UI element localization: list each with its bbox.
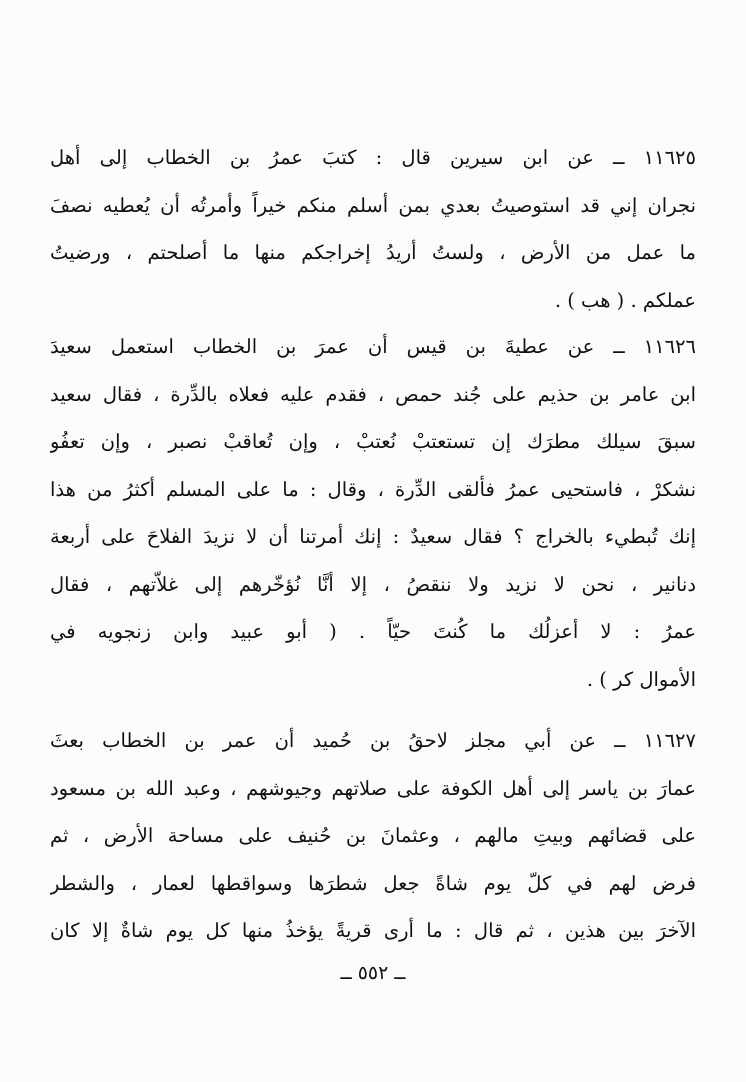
text-line: عمارَ بن ياسر إلى أهل الكوفة على صلاتهم وجيوشهم ، وعبد الله بن مسعود (50, 776, 696, 800)
text-line: نجران إني قد استوصيتُ بعدي بمن أسلم منكم خيراً وأمرتُه أن يُعطيه نصفَ (50, 193, 696, 217)
text-line: الأموال كر ) . (586, 667, 696, 691)
text-line: دنانير ، نحن لا نزيد ولا ننقصُ ، إلا أنَّا نُؤخّرهم إلى غلاّتهم ، فقال (50, 572, 696, 596)
text-line: عملكم . ( هب ) . (554, 288, 696, 312)
text-line: نشكرْ ، فاستحيى عمرُ فألقى الدِّرة ، وقال : ما على المسلم أكثرُ من هذا (50, 477, 696, 501)
hadith-11627 (50, 717, 696, 955)
hadith-11625 (50, 134, 696, 324)
text-line: فرض لهم في كلّ يوم شاةً جعل شطرَها وسواقطها لعمار ، والشطر (50, 871, 696, 895)
text-line: عمرُ : لا أعزلُك ما كُنتَ حيّاً . ( أبو عبيد وابن زنجويه في (50, 620, 696, 643)
text-line: ابن عامر بن حذيم على جُند حمص ، فقدم عليه فعلاه بالدِّرة ، فقال سعيد (50, 382, 696, 406)
text-line: ١١٦٢٥ ــ عن ابن سيرين قال : كتبَ عمرُ بن الخطاب إلى أهل (50, 146, 696, 169)
text-line: سبقَ سيلك مطرَك إن تستعتبْ نُعتبْ ، وإن تُعاقبْ نصبر ، وإن تعفُو (50, 430, 696, 453)
text-line: على قضائهم وبيتِ مالهم ، وعثمانَ بن حُنيف على مساحة الأرض ، ثم (50, 824, 696, 847)
page-number: ــ ٥٥٢ ــ (340, 962, 406, 984)
text-line: ١١٦٢٦ ــ عن عطيةَ بن قيس أن عمرَ بن الخطاب استعمل سعيدَ (50, 335, 696, 358)
text-line: ما عمل من الأرض ، ولستُ أريدُ إخراجكم منها ما أصلحتم ، ورضيتُ (50, 241, 696, 264)
text-line: إنك تُبطيء بالخراج ؟ فقال سعيدٌ : إنك أمرتنا أن لا نزيدَ الفلاحَ على أربعة (50, 525, 696, 548)
hadith-11626 (50, 323, 696, 703)
text-line: الآخرَ بين هذين ، ثم قال : ما أرى قريةً يؤخذُ منها كل يوم شاةٌ إلا كان (50, 919, 696, 942)
text-line: ١١٦٢٧ ــ عن أبي مجلز لاحقُ بن حُميد أن عمر بن الخطاب بعثَ (50, 729, 696, 752)
